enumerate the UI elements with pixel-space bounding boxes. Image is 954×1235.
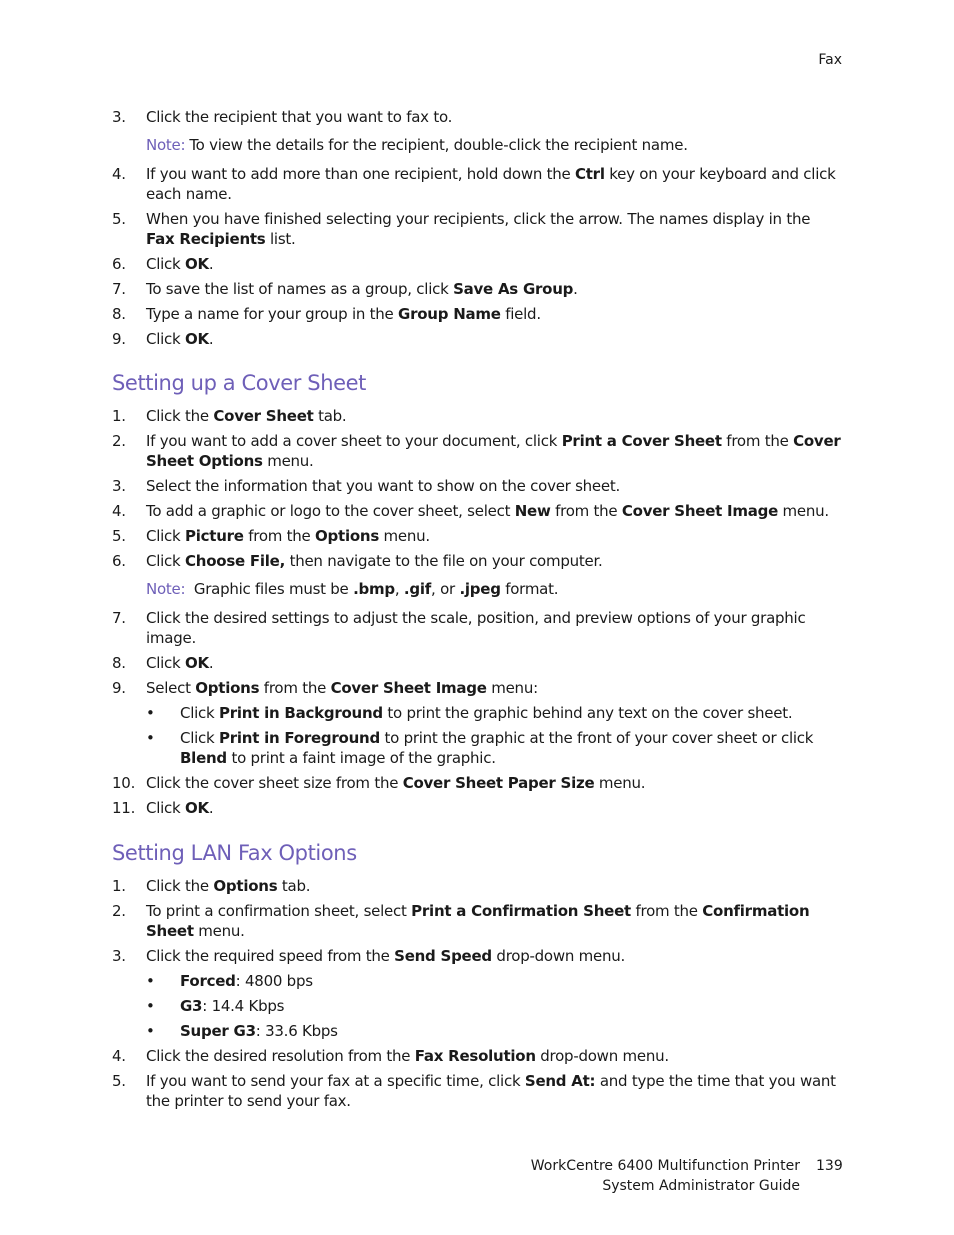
text-run: field. <box>500 305 541 323</box>
step-item <box>112 773 842 793</box>
cover-steps <box>112 406 842 571</box>
text-run: from the <box>630 902 703 920</box>
step-number: 4. <box>112 1047 126 1065</box>
step-number: 3. <box>112 108 126 126</box>
section-title: Fax <box>818 52 842 68</box>
step-text <box>146 305 541 323</box>
text-run: menu. <box>262 452 314 470</box>
bold-term: Print in Foreground <box>219 729 380 747</box>
text-run: Click the desired resolution from the <box>146 1047 415 1065</box>
intro-steps-continued <box>112 164 842 349</box>
section-heading-lan-fax: Setting LAN Fax Options <box>112 841 357 865</box>
text-run: drop-down menu. <box>535 1047 669 1065</box>
text-run: menu. <box>193 922 245 940</box>
bullet-list <box>146 703 842 768</box>
note-text: To view the details for the recipient, double-click the recipient name. <box>189 136 688 154</box>
text-run: from the <box>243 527 316 545</box>
step-number: 3. <box>112 947 126 965</box>
bold-term: Cover Sheet Paper Size <box>402 774 595 792</box>
text-run: format. <box>500 580 559 598</box>
step-number: 10. <box>112 774 136 792</box>
step-item <box>112 107 842 127</box>
bold-term: Options <box>315 527 380 545</box>
bullet-item <box>146 971 842 991</box>
text-run: . <box>573 280 578 298</box>
bold-term: Print a Confirmation Sheet <box>411 902 631 920</box>
text-run: menu. <box>379 527 430 545</box>
bullet-text <box>180 704 792 722</box>
text-run: drop-down menu. <box>491 947 626 965</box>
step-number: 5. <box>112 527 126 545</box>
bold-term: Blend <box>180 749 227 767</box>
bold-term: Options <box>213 877 278 895</box>
text-run: Click the desired settings to adjust the scale, position, and preview options of your graphic image. <box>146 609 806 647</box>
bullet-item <box>146 728 842 768</box>
step-text <box>146 774 645 792</box>
text-run: list. <box>265 230 296 248</box>
step-text <box>146 330 213 348</box>
bold-term: Fax Resolution <box>414 1047 536 1065</box>
bold-term: Group Name <box>398 305 501 323</box>
text-run: tab. <box>313 407 347 425</box>
bold-term: Print a Cover Sheet <box>561 432 722 450</box>
note-label: Note: <box>146 580 186 598</box>
step-item <box>112 476 842 496</box>
bullet-item <box>146 996 842 1016</box>
bullet-icon: • <box>146 704 155 722</box>
bullet-icon: • <box>146 997 155 1015</box>
text-run: If you want to add more than one recipient, hold down the <box>146 165 575 183</box>
cover-steps-continued <box>112 608 842 818</box>
step-item <box>112 279 842 299</box>
bold-term: Cover Sheet Image <box>330 679 487 697</box>
step-text <box>146 679 538 697</box>
step-item <box>112 526 842 546</box>
step-text <box>146 255 213 273</box>
text-run: If you want to send your fax at a specific time, click <box>146 1072 525 1090</box>
text-run: : 33.6 Kbps <box>255 1022 338 1040</box>
bold-term: OK <box>185 654 209 672</box>
step-text <box>146 654 213 672</box>
text-run: Graphic files must be <box>189 580 354 598</box>
text-run: Click the required speed from the <box>146 947 395 965</box>
bold-term: Fax Recipients <box>146 230 266 248</box>
step-item <box>112 209 842 249</box>
text-run: Click <box>146 552 186 570</box>
text-run: : 4800 bps <box>235 972 313 990</box>
step-item <box>112 946 842 1041</box>
step-text <box>146 877 310 895</box>
bold-term: Options <box>195 679 260 697</box>
text-run: Click <box>146 527 186 545</box>
step-text <box>146 502 829 520</box>
footer-guide-title: System Administrator Guide <box>602 1178 800 1194</box>
step-number: 7. <box>112 609 126 627</box>
step-item <box>112 1046 842 1066</box>
step-text <box>146 477 620 495</box>
step-item <box>112 678 842 768</box>
text-run: to print a faint image of the graphic. <box>226 749 496 767</box>
text-run: To add a graphic or logo to the cover sheet, select <box>146 502 515 520</box>
bold-term: OK <box>185 255 209 273</box>
bullet-icon: • <box>146 729 155 747</box>
bold-term: Cover Sheet <box>213 407 314 425</box>
bold-term: .bmp <box>353 580 395 598</box>
text-run: Click the <box>146 407 214 425</box>
step-text <box>146 108 452 126</box>
step-number: 4. <box>112 502 126 520</box>
step-text <box>146 165 836 203</box>
bullet-text <box>180 997 284 1015</box>
text-run: Click <box>146 799 186 817</box>
step-item <box>112 254 842 274</box>
step-number: 9. <box>112 330 126 348</box>
text-run: to print the graphic behind any text on the cover sheet. <box>382 704 793 722</box>
bullet-text <box>180 972 313 990</box>
footer-product-name: WorkCentre 6400 Multifunction Printer <box>530 1158 800 1174</box>
step-number: 5. <box>112 1072 126 1090</box>
bullet-icon: • <box>146 972 155 990</box>
text-run: menu. <box>778 502 829 520</box>
step-item <box>112 551 842 571</box>
note-label: Note: <box>146 136 186 154</box>
text-run: Click the <box>146 877 214 895</box>
text-run: , <box>394 580 404 598</box>
text-run: Type a name for your group in the <box>146 305 399 323</box>
bold-term: OK <box>185 799 209 817</box>
step-number: 1. <box>112 407 126 425</box>
text-run: : 14.4 Kbps <box>202 997 285 1015</box>
step-number: 5. <box>112 210 126 228</box>
step-number: 6. <box>112 552 126 570</box>
note <box>112 135 842 155</box>
text-run: Click the recipient that you want to fax to. <box>146 108 453 126</box>
bullet-icon: • <box>146 1022 155 1040</box>
step-item <box>112 329 842 349</box>
step-number: 8. <box>112 305 126 323</box>
page-number: 139 <box>816 1158 843 1174</box>
text-run: Click <box>146 330 186 348</box>
step-item <box>112 164 842 204</box>
text-run: . <box>208 654 214 672</box>
step-item <box>112 653 842 673</box>
step-text <box>146 1072 836 1110</box>
text-run: then navigate to the file on your computer. <box>285 552 603 570</box>
text-run: key on your keyboard and click each name. <box>146 165 836 203</box>
text-run: Select the information that you want to show on the cover sheet. <box>146 477 621 495</box>
step-number: 2. <box>112 432 126 450</box>
step-number: 4. <box>112 165 126 183</box>
step-number: 1. <box>112 877 126 895</box>
step-text <box>146 799 213 817</box>
bold-term: G3 <box>180 997 203 1015</box>
step-item <box>112 798 842 818</box>
bullet-text <box>180 729 813 767</box>
bold-term: New <box>514 502 551 520</box>
step-number: 2. <box>112 902 126 920</box>
bold-term: Super G3 <box>180 1022 256 1040</box>
bold-term: Confirmation Sheet <box>146 902 810 940</box>
page-content <box>112 107 842 1116</box>
bullet-text <box>180 1022 338 1040</box>
text-run: to print the graphic at the front of your cover sheet or click <box>379 729 814 747</box>
step-number: 8. <box>112 654 126 672</box>
text-run: , or <box>431 580 460 598</box>
text-run: . <box>208 330 214 348</box>
step-text <box>146 527 430 545</box>
text-run: from the <box>550 502 622 520</box>
bold-term: Cover Sheet Options <box>146 432 841 470</box>
text-run: If you want to add a cover sheet to your document, click <box>146 432 562 450</box>
lan-steps <box>112 876 842 1111</box>
note-text <box>189 580 558 598</box>
bold-term: Picture <box>185 527 244 545</box>
step-text <box>146 552 603 570</box>
text-run: menu. <box>594 774 646 792</box>
step-text <box>146 902 809 940</box>
bold-term: OK <box>185 330 209 348</box>
bullet-item <box>146 1021 842 1041</box>
step-number: 3. <box>112 477 126 495</box>
bold-term: Save As Group <box>453 280 574 298</box>
text-run: Click <box>180 729 220 747</box>
text-run: Click <box>146 654 186 672</box>
page-footer <box>531 1156 842 1196</box>
text-run: from the <box>721 432 794 450</box>
text-run: Select <box>146 679 196 697</box>
text-run: Click <box>180 704 220 722</box>
intro-steps <box>112 107 842 127</box>
step-text <box>146 280 578 298</box>
bold-term: Send At: <box>524 1072 596 1090</box>
step-item <box>112 501 842 521</box>
text-run: To save the list of names as a group, click <box>146 280 454 298</box>
section-heading-cover-sheet: Setting up a Cover Sheet <box>112 371 367 395</box>
step-item <box>112 1071 842 1111</box>
step-item <box>112 876 842 896</box>
step-item <box>112 304 842 324</box>
bold-term: Choose File, <box>185 552 286 570</box>
text-run: . <box>208 255 214 273</box>
text-run: When you have finished selecting your recipients, click the arrow. The names display in the <box>146 210 811 228</box>
bullet-item <box>146 703 842 723</box>
bold-term: .jpeg <box>459 580 501 598</box>
step-item <box>112 406 842 426</box>
bold-term: Cover Sheet Image <box>621 502 779 520</box>
step-text <box>146 210 810 248</box>
step-item <box>112 901 842 941</box>
text-run: To print a confirmation sheet, select <box>146 902 412 920</box>
bullet-list <box>146 971 842 1041</box>
bold-term: Forced <box>180 972 236 990</box>
text-run: tab. <box>277 877 311 895</box>
step-number: 7. <box>112 280 126 298</box>
text-run: menu: <box>486 679 538 697</box>
step-number: 6. <box>112 255 126 273</box>
step-number: 9. <box>112 679 126 697</box>
step-number: 11. <box>112 799 136 817</box>
step-item <box>112 431 842 471</box>
bold-term: Ctrl <box>575 165 605 183</box>
step-text <box>146 407 346 425</box>
text-run: . <box>208 799 214 817</box>
text-run: and type the time that you want the printer to send your fax. <box>146 1072 836 1110</box>
text-run: from the <box>259 679 331 697</box>
bold-term: Print in Background <box>219 704 383 722</box>
note <box>112 579 842 599</box>
step-item <box>112 608 842 648</box>
step-text <box>146 609 805 647</box>
page-header <box>818 52 842 68</box>
step-text <box>146 947 625 965</box>
bold-term: .gif <box>403 580 432 598</box>
text-run: Click <box>146 255 186 273</box>
bold-term: Send Speed <box>394 947 492 965</box>
text-run: Click the cover sheet size from the <box>146 774 403 792</box>
step-text <box>146 432 841 470</box>
step-text <box>146 1047 669 1065</box>
